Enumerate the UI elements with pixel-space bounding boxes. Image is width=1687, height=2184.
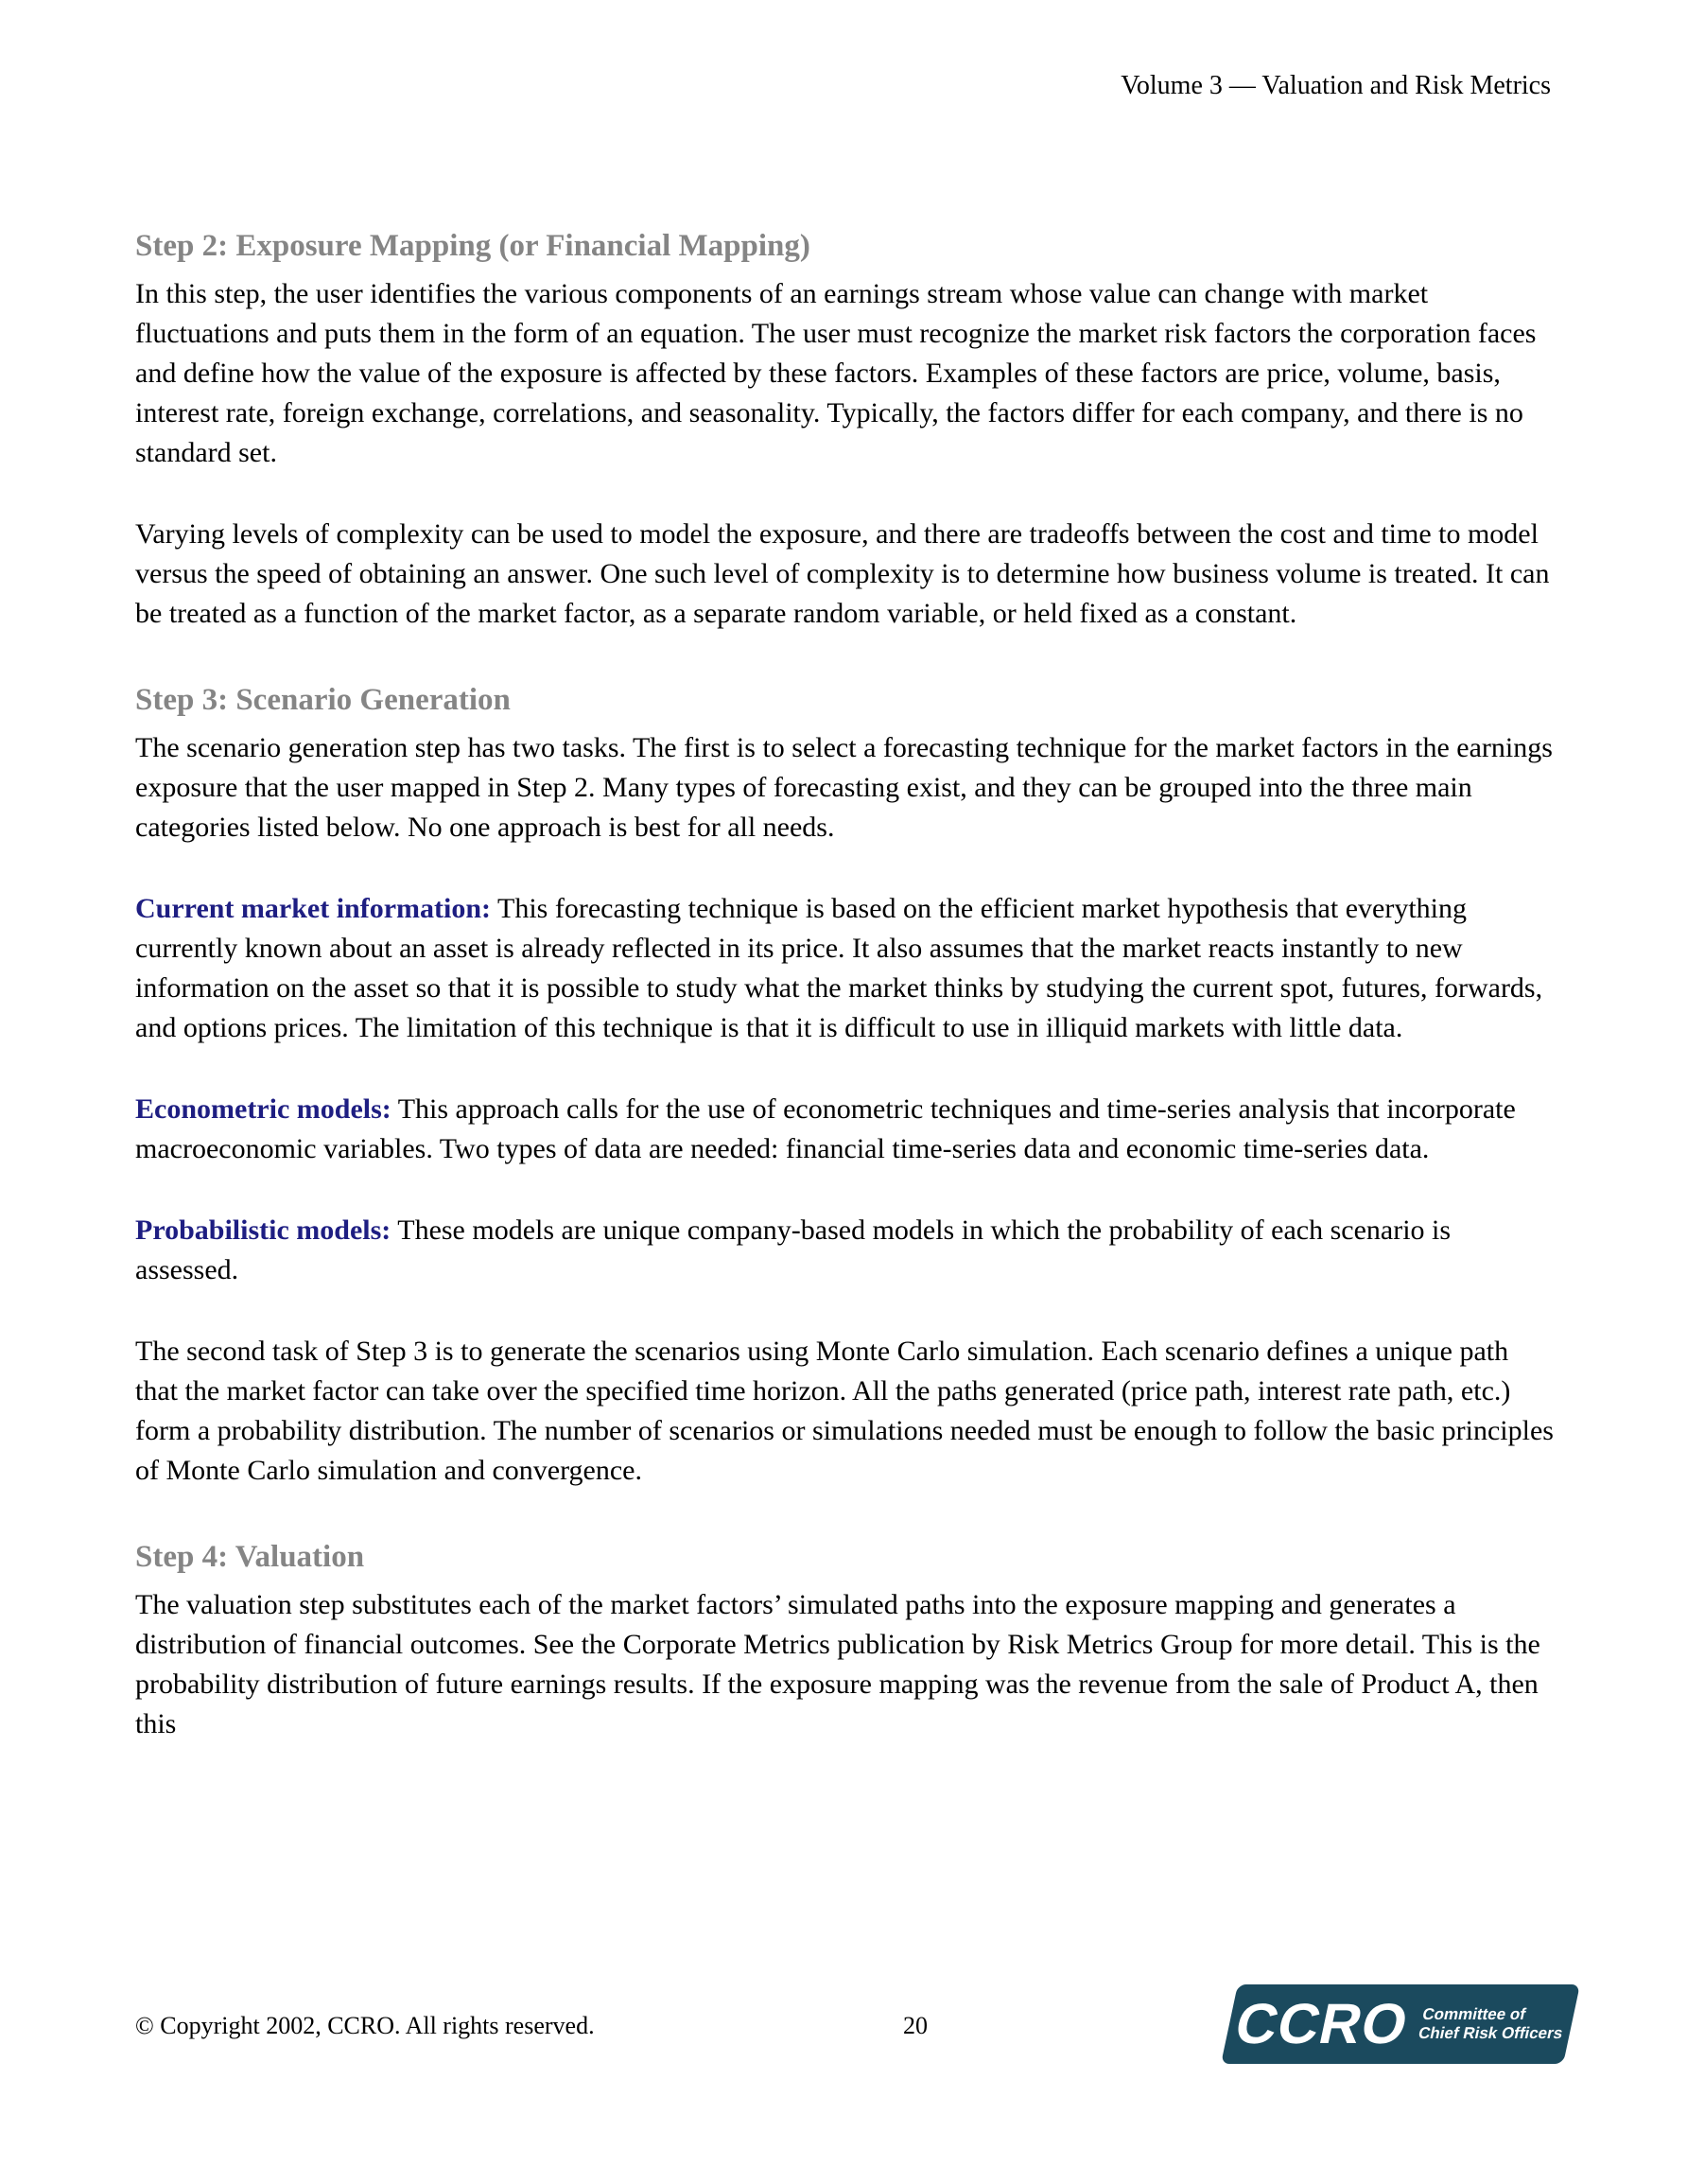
paragraph-step4-valuation: The valuation step substitutes each of the market factors’ simulated paths into the exposure mapping and generates a distribution of financial outcomes. See the Corporate Metrics publication by Risk Metrics Group for more detail. This is the probability distribution of future earnings results. If the exposure mapping was the revenue from the sale of Product A, then this	[135, 1589, 1540, 1739]
paragraph-probabilistic-models	[135, 1211, 1554, 1290]
paragraph-step2-complexity: Varying levels of complexity can be used to model the exposure, and there are tradeoffs between the cost and time to model versus the speed of obtaining an answer. One such level of complexity is to determine how business volume is treated. It can be treated as a function of the market factor, as a separate random variable, or held fixed as a constant.	[135, 518, 1550, 629]
category-lead-econometric-models: Econometric models:	[135, 1093, 391, 1125]
ccro-logo-tagline-line2: Chief Risk Officers	[1417, 2024, 1565, 2042]
heading-step-2: Step 2: Exposure Mapping (or Financial Mapping)	[135, 229, 810, 263]
paragraph-current-market-information	[135, 889, 1554, 1048]
category-text-econometric-models: This approach calls for the use of econometric techniques and time-series analysis that incorporate macroeconomic variables. Two types of data are needed: financial time-series data and economic time-series data.	[135, 1093, 1516, 1164]
paragraph-step2-intro: In this step, the user identifies the various components of an earnings stream whose value can change with market fluctuations and puts them in the form of an equation. The user must recognize the market risk factors the corporation faces and define how the value of the exposure is affected by these factors. Examples of these factors are price, volume, basis, interest rate, foreign exchange, correlations, and seasonality. Typically, the factors differ for each company, and there is no standard set.	[135, 278, 1537, 468]
category-lead-current-market-information: Current market information:	[135, 893, 492, 924]
ccro-logo-tagline-line1: Committee of	[1420, 2005, 1528, 2023]
ccro-logo-brand: CCRO	[1229, 1992, 1415, 2055]
running-header: Volume 3 — Valuation and Risk Metrics	[1121, 71, 1551, 100]
category-text-probabilistic-models: These models are unique company-based models in which the probability of each scenario is assessed.	[135, 1214, 1452, 1285]
page-content	[135, 227, 1554, 1786]
ccro-logo	[1221, 1984, 1580, 2064]
category-lead-probabilistic-models: Probabilistic models:	[135, 1214, 391, 1246]
category-text-current-market-information: This forecasting technique is based on the efficient market hypothesis that everything currently known about an asset is already reflected in its price. It also assumes that the market reacts instantly to new information on the asset so that it is possible to study what the market thinks by studying the current spot, futures, forwards, and options prices. The limitation of this technique is that it is difficult to use in illiquid markets with little data.	[135, 893, 1543, 1043]
ccro-logo-tagline	[1417, 2005, 1569, 2043]
paragraph-econometric-models	[135, 1090, 1554, 1169]
paragraph-step3-intro: The scenario generation step has two tasks. The first is to select a forecasting technique for the market factors in the earnings exposure that the user mapped in Step 2. Many types of forecasting exist, and they can be grouped into the three main categories listed below. No one approach is best for all needs.	[135, 732, 1553, 843]
footer-copyright: © Copyright 2002, CCRO. All rights reserved.	[135, 2012, 595, 2039]
paragraph-step3-second-task: The second task of Step 3 is to generate the scenarios using Monte Carlo simulation. Each scenario defines a unique path that the market factor can take over the specified time horizon. All the paths generated (price path, interest rate path, etc.) form a probability distribution. The number of scenarios or simulations needed must be enough to follow the basic principles of Monte Carlo simulation and convergence.	[135, 1336, 1554, 1486]
heading-step-4: Step 4: Valuation	[135, 1540, 365, 1574]
footer-page-number: 20	[903, 2012, 928, 2039]
heading-step-3: Step 3: Scenario Generation	[135, 683, 511, 717]
